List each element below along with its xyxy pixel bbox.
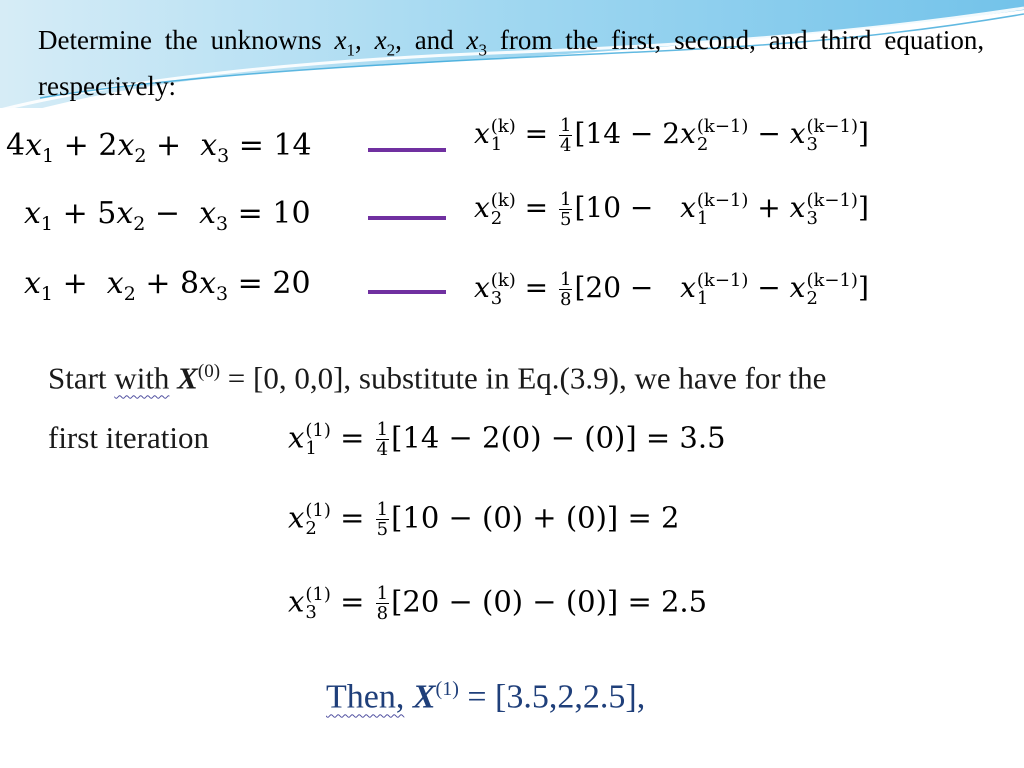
intro-and: and [414,25,454,55]
system-equation-3: $x_1 + x_2 + 8x_3 = 20$ [24,266,311,305]
vector-X: X [177,360,198,396]
sub-2: 2 [386,40,396,60]
jacobi-formula-2: x (k) 2 = $\frac{1}{5}$ [10 − x (k−1) 1 + x (k−1) 3 ] [474,189,869,230]
then-word: Then, [326,678,405,716]
start-paragraph: Start with $X^{(0)} = [0$, 0,0], substitute in Eq.(3.9), we have for the first iteration [48,360,827,456]
system-equation-1: $4x_1 + 2x_2 + x_3 = 14$ [6,128,312,167]
vector-X-result: X [412,678,436,716]
sub-1: 1 [346,40,355,60]
var-x: x [374,25,387,55]
var-x: x [334,25,347,55]
intro-paragraph: Determine the unknowns $x_1$, $x_2$, and $x_3$ from the first, second, and third equation, respectively: [38,25,985,102]
then-values: = [3.5,2,2.5], [467,678,646,716]
first-iteration-label: first iteration [48,420,209,456]
system-equation-2: $x_1 + 5x_2 - x_3 = 10$ [24,196,311,235]
sub-3: 3 [478,40,488,60]
intro-text-start: Determine the unknowns [38,25,322,55]
then-result: Then, $X^{(1)} = [3.5,2,2.5]$, [326,678,646,716]
intro-text-end: from the first, second, and third equation, respectively: [38,25,985,102]
jacobi-formula-1: x (k) 1 = $\frac{1}{4}$ [14 − 2x (k−1) 2 − x (k−1) 3 ] [474,115,869,156]
var-x: x [466,25,479,55]
iteration1-x3: x (1) 3 = $\frac{1}{8}$ [20 − (0) − (0)] = 2.5 [288,583,708,624]
start-rest: = [0, 0,0], substitute in Eq.(3.9), we have for the [227,360,827,396]
iteration1-x1: x (1) 1 = $\frac{1}{4}$ [14 − 2(0) − (0)] = 3.5 [288,419,726,460]
jacobi-formula-3: x (k) 3 = $\frac{1}{8}$ [20 − x (k−1) 1 − x (k−1) 2 ] [474,269,869,310]
iteration1-x2: x (1) 2 = $\frac{1}{5}$ [10 − (0) + (0)] = 2 [288,499,680,540]
